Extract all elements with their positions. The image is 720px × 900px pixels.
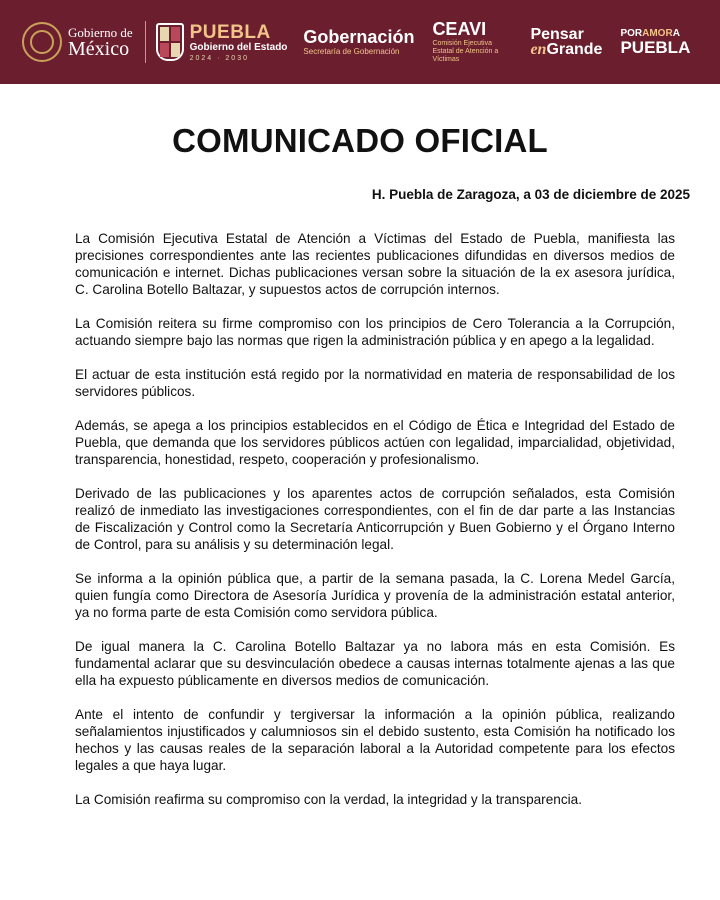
pensar-en-grande-logo [530, 27, 602, 57]
paragraph: La Comisión reafirma su compromiso con la verdad, la integridad y la transparencia. [75, 792, 582, 807]
paragraph: Se informa a la opinión pública que, a partir de la semana pasada, la C. Lorena Medel García, quien fungía como Directora de Asesoría Jurídica y provenía de la administración estatal anterior, ya no forma parte de esta Comisión como servidora pública. [75, 571, 675, 620]
gobierno-mexico-logo [68, 26, 133, 59]
paragraph: De igual manera la C. Carolina Botello Baltazar ya no labora más en esta Comisión. Es fundamental aclarar que su desvinculación obedece a causas internas totalmente ajenas a las que ella ha expuesto públicamente en diversos medios de comunicación. [75, 639, 675, 688]
pensar-line1: Pensar [530, 25, 584, 43]
puebla-years: 2024 · 2030 [189, 54, 249, 62]
por-amor-a: PORAMORA [620, 27, 680, 39]
puebla-shield-icon [156, 23, 184, 61]
paragraph: Derivado de las publicaciones y los aparentes actos de corrupción señalados, esta Comisión realizó de inmediato las investigaciones correspondientes, con el fin de dar parte a las Instancias de Fiscalización y Control como la Secretaría Anticorrupción y Buen Gobierno y el Órgano Interno de Control, para su análisis y su determinación legal. [75, 486, 675, 552]
por-amor-a-puebla-logo [620, 29, 690, 56]
gob-mexico-line1: Gobierno de [68, 24, 133, 40]
document-title: COMUNICADO OFICIAL [172, 122, 548, 159]
pensar-line2: enGrande [530, 41, 603, 58]
gobernacion-name: Gobernación [303, 27, 415, 47]
ceavi-logo [432, 20, 514, 63]
paragraph: La Comisión Ejecutiva Estatal de Atención a Víctimas del Estado de Puebla, manifiesta las precisiones correspondientes ante las recientes publicaciones difundidas en diversos medios de comunicación e internet. Dichas publicaciones versan sobre la situación de la ex asesora jurídica, C. Carolina Botello Baltazar, y supuestos actos de corrupción internos. [75, 231, 675, 297]
logo-divider [145, 21, 146, 63]
ceavi-subtitle: Comisión Ejecutiva Estatal de Atención a Víctimas [432, 40, 499, 63]
paragraph: Además, se apega a los principios establecidos en el Código de Ética e Integridad del Estado de Puebla, que demanda que los servidores públicos actúen con legalidad, imparcialidad, objetividad, transparencia, honestidad, respeto, cooperación y profesionalismo. [75, 418, 675, 467]
document-body [75, 230, 675, 825]
gobernacion-logo [303, 28, 414, 56]
puebla-name: PUEBLA [189, 21, 271, 43]
paragraph: Ante el intento de confundir y tergiversar la información a la opinión pública, realizando señalamientos injustificados y calumniosos sin el debido sustento, esta Comisión ha notificado los hechos y las causas reales de la separación laboral a la Autoridad competente para los efectos legales a que haya lugar. [75, 707, 675, 773]
ceavi-name: CEAVI [432, 19, 487, 40]
gobernacion-subtitle: Secretaría de Gobernación [303, 47, 400, 56]
amor-puebla: PUEBLA [620, 37, 691, 57]
header-banner [0, 0, 720, 84]
paragraph: El actuar de esta institución está regido por la normatividad en materia de responsabilidad de los servidores públicos. [75, 367, 675, 399]
gob-mexico-line2: México [68, 37, 130, 60]
puebla-subtitle: Gobierno del Estado [189, 41, 288, 53]
dateline: H. Puebla de Zaragoza, a 03 de diciembre de 2025 [371, 187, 690, 202]
paragraph: La Comisión reitera su firme compromiso con los principios de Cero Tolerancia a la Corrupción, actuando siempre bajo las normas que rigen la administración pública y en apego a la legalidad. [75, 316, 675, 348]
mexico-seal-icon [22, 22, 62, 62]
puebla-logo [190, 23, 288, 62]
